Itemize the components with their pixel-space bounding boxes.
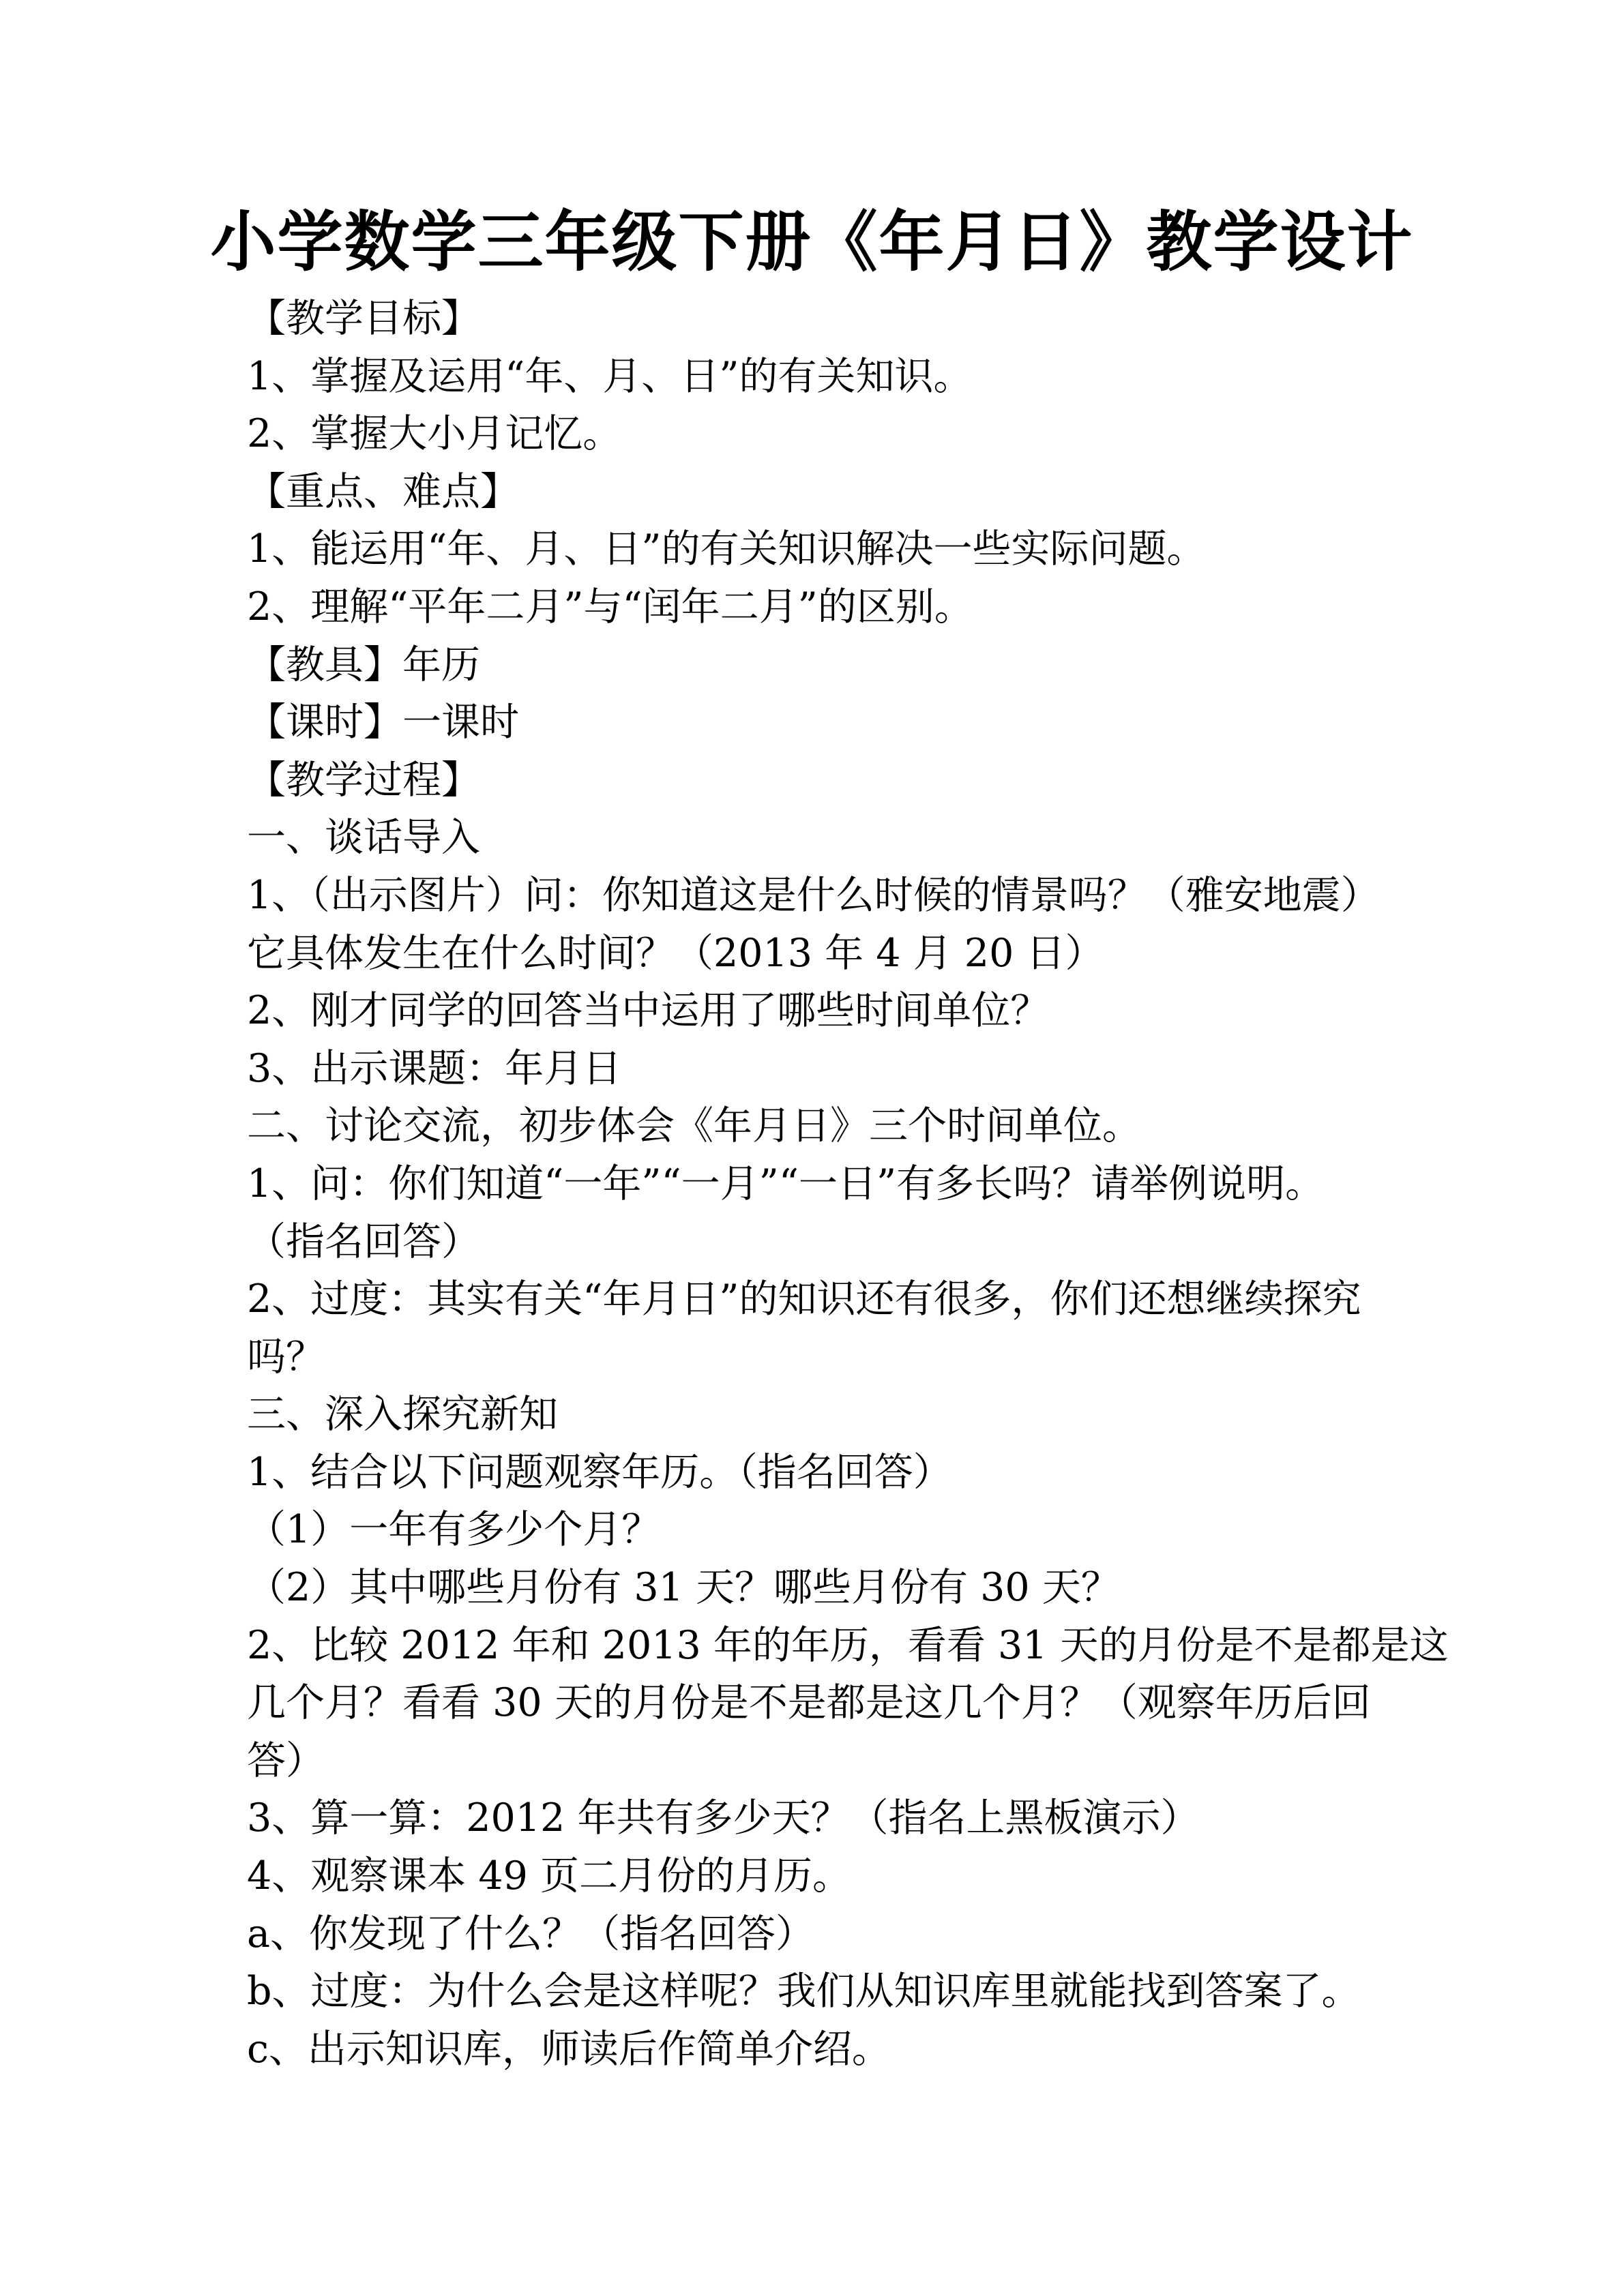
subsection-heading: 二、讨论交流，初步体会《年月日》三个时间单位。 — [247, 1103, 1141, 1149]
section-heading-class-hours: 【课时】一课时 — [247, 700, 519, 745]
document-body — [247, 290, 1449, 2078]
body-line: 1、掌握及运用“年、月、日”的有关知识。 — [247, 353, 973, 399]
body-line: 1、能运用“年、月、日”的有关知识解决一些实际问题。 — [247, 526, 1206, 572]
body-line: 2、掌握大小月记忆。 — [247, 411, 622, 457]
body-line: 1、结合以下问题观察年历。（指名回答） — [247, 1449, 952, 1495]
section-heading-teaching-goals: 【教学目标】 — [247, 296, 480, 341]
body-line: 它具体发生在什么时间？（2013 年 4 月 20 日） — [247, 930, 1104, 976]
body-line: b、过度：为什么会是这样呢？我们从知识库里就能找到答案了。 — [247, 1969, 1361, 2014]
body-line: 3、出示课题：年月日 — [247, 1045, 622, 1091]
body-line: 1、问：你们知道“一年”“一月”“一日”有多长吗？请举例说明。 — [247, 1161, 1325, 1206]
body-line: （1）一年有多少个月？ — [247, 1507, 661, 1553]
body-line: a、你发现了什么？（指名回答） — [247, 1911, 814, 1956]
body-line: 4、观察课本 49 页二月份的月历。 — [247, 1853, 852, 1899]
body-line: 3、算一算：2012 年共有多少天？（指名上黑板演示） — [247, 1795, 1200, 1841]
subsection-heading: 三、深入探究新知 — [247, 1392, 558, 1437]
document-title: 小学数学三年级下册《年月日》教学设计 — [210, 204, 1414, 280]
body-line: 1、（出示图片）问：你知道这是什么时候的情景吗？（雅安地震） — [247, 872, 1380, 918]
section-heading-teaching-process: 【教学过程】 — [247, 757, 480, 803]
body-line: 2、过度：其实有关“年月日”的知识还有很多，你们还想继续探究 — [247, 1277, 1361, 1322]
body-line: 2、刚才同学的回答当中运用了哪些时间单位？ — [247, 988, 1050, 1034]
body-line: 答） — [247, 1738, 325, 1783]
body-line: （指名回答） — [247, 1219, 480, 1264]
body-line: 2、比较 2012 年和 2013 年的年历，看看 31 天的月份是不是都是这 — [247, 1622, 1449, 1668]
body-line: 几个月？看看 30 天的月份是不是都是这几个月？（观察年历后回 — [247, 1680, 1371, 1726]
body-line: （2）其中哪些月份有 31 天？哪些月份有 30 天？ — [247, 1565, 1120, 1611]
body-line: 2、理解“平年二月”与“闰年二月”的区别。 — [247, 584, 973, 629]
body-line: c、出示知识库，师读后作简单介绍。 — [247, 2026, 891, 2072]
section-heading-teaching-aids: 【教具】年历 — [247, 642, 480, 687]
body-line: 吗？ — [247, 1334, 325, 1380]
subsection-heading: 一、谈话导入 — [247, 815, 480, 861]
section-heading-key-points: 【重点、难点】 — [247, 468, 519, 514]
